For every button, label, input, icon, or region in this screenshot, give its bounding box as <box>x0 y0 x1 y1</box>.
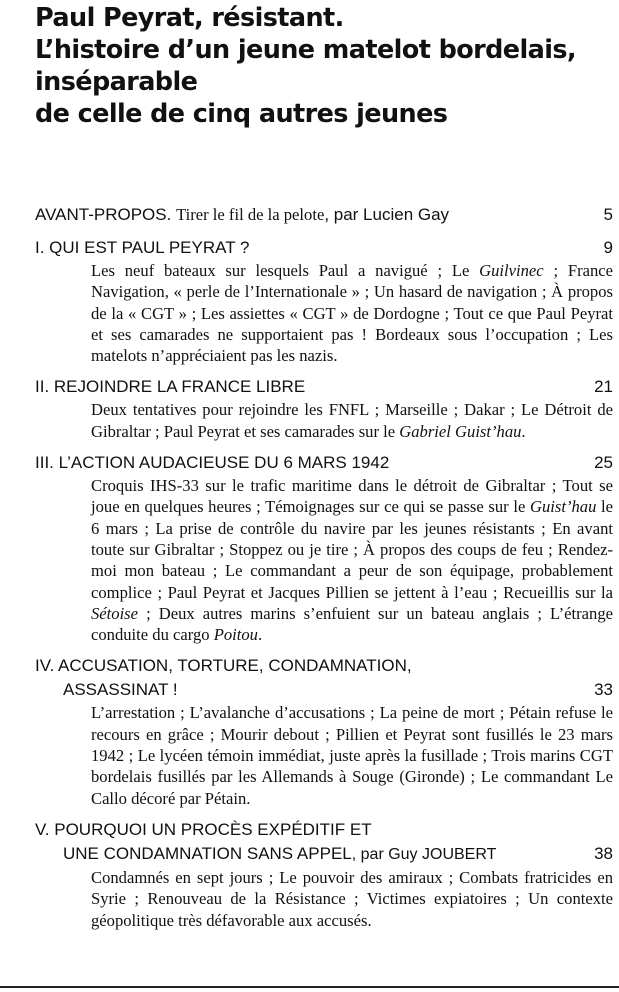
toc-description <box>91 475 613 645</box>
toc-heading-continued: ASSASSINAT ! <box>63 680 178 700</box>
toc-heading-label-2: UNE CONDAMNATION SANS APPEL <box>63 843 352 863</box>
toc-heading-continued <box>35 842 573 867</box>
toc-heading <box>35 236 613 260</box>
toc-heading <box>35 375 613 399</box>
title-line-1: Paul Peyrat, résistant. <box>35 3 344 33</box>
desc-text: Condamnés en sept jours ; Le pouvoir des amiraux ; Combats fratricides en Syrie ; Renouveau de la Résistance ; Victimes expiatoires ; Un contexte géopolitique très défavorable aux accusés. <box>91 867 613 930</box>
toc-byline: , par Guy JOUBERT <box>351 845 497 863</box>
desc-text: ; Deux autres marins s’enfuient sur un bateau anglais ; L’étrange conduite du cargo <box>91 603 613 645</box>
title-line-4: de celle de cinq autres jeunes <box>35 99 448 129</box>
desc-italic: Poitou <box>213 625 258 645</box>
toc-page-number: 9 <box>603 238 613 257</box>
toc-entry-avant-propos <box>35 203 613 227</box>
toc-heading <box>35 818 613 867</box>
toc-heading <box>35 203 613 227</box>
toc-description <box>91 867 613 931</box>
toc-entry-chapter-2 <box>35 375 613 442</box>
desc-text: le 6 mars ; La prise de contrôle du navire par les jeunes résistants ; En avant toute sur Gibraltar ; Stoppez ou je tire ; À propos des coups de feu ; Rendez-moi mon bateau ; Le commandant a peur de son équipage, probablement complice ; Paul Peyrat et Jacques Pillien se jettent à l’eau ; Recueillis sur la <box>91 497 613 602</box>
toc-entry-chapter-1 <box>35 236 613 366</box>
desc-italic: Guist’hau <box>529 497 597 517</box>
toc-heading <box>35 654 613 702</box>
toc-description <box>91 702 613 808</box>
desc-text: Croquis IHS-33 sur le trafic maritime dans le détroit de Gibraltar ; Tout se joue en quelques heures ; Témoignages sur ce qui se passe sur le <box>91 476 613 517</box>
toc-heading-title: Tirer le fil de la pelote <box>176 205 325 224</box>
toc-page-number: 21 <box>594 377 613 397</box>
toc-page-number: 38 <box>594 843 613 863</box>
toc-page-number: 5 <box>603 205 613 224</box>
desc-text: . <box>257 625 263 645</box>
toc-page-number: 25 <box>594 453 613 473</box>
toc-heading-label: V. POURQUOI UN PROCÈS EXPÉDITIF ET <box>35 819 372 839</box>
desc-text: L’arrestation ; L’avalanche d’accusations ; La peine de mort ; Pétain refuse le recours en grâce ; Mourir debout ; Pillien et Peyrat sont fusillés le 23 mars 1942 ; Le lycéen témoin immédiat, juste après la fusillade ; Trois marins CGT bordelais fusillés par les Allemands à Souge (Gironde) ; Le commandant Le Callo décoré par Pétain. <box>91 703 613 808</box>
toc-description <box>91 260 613 366</box>
desc-text: Deux tentatives pour rejoindre les FNFL ; Marseille ; Dakar ; Le Détroit de Gibraltar ; Paul Peyrat et ses camarades sur le <box>91 400 613 441</box>
toc-heading-label: IV. ACCUSATION, TORTURE, CONDAMNATION, <box>35 656 412 676</box>
book-title <box>35 2 615 130</box>
toc-heading <box>35 451 613 475</box>
toc-entry-chapter-5 <box>35 818 613 931</box>
desc-italic: Gabriel Guist’hau <box>399 421 522 441</box>
toc-entry-chapter-4 <box>35 654 613 808</box>
bottom-rule <box>0 986 619 988</box>
title-line-3: inséparable <box>35 67 198 97</box>
toc-description <box>91 399 613 442</box>
toc-page-number: 33 <box>594 680 613 700</box>
table-of-contents <box>35 203 613 940</box>
desc-text: . <box>521 421 526 441</box>
toc-heading-label: II. REJOINDRE LA FRANCE LIBRE <box>35 377 306 397</box>
desc-italic: Guilvinec <box>479 261 544 280</box>
title-line-2: L’histoire d’un jeune matelot bordelais, <box>35 35 577 65</box>
toc-heading-label: III. L’ACTION AUDACIEUSE DU 6 MARS 1942 <box>35 453 390 473</box>
desc-text: ; France Navigation, « perle de l’Internationale » ; Un hasard de navigation ; À propos de la « CGT » ; Les assiettes « CGT » de Dordogne ; Tout ce que Paul Peyrat et ses camarades ne supportaient pas ! Bordeaux sous l’occupation ; Les matelots n’appréciaient pas les nazis. <box>91 261 613 366</box>
desc-text: Les neuf bateaux sur lesquels Paul a navigué ; Le <box>91 261 480 280</box>
toc-byline: , par Lucien Gay <box>324 205 450 224</box>
toc-heading-label: AVANT-PROPOS. <box>35 205 177 224</box>
toc-entry-chapter-3 <box>35 451 613 645</box>
desc-italic: Sétoise <box>91 603 139 623</box>
toc-heading-label: I. QUI EST PAUL PEYRAT ? <box>35 238 250 257</box>
